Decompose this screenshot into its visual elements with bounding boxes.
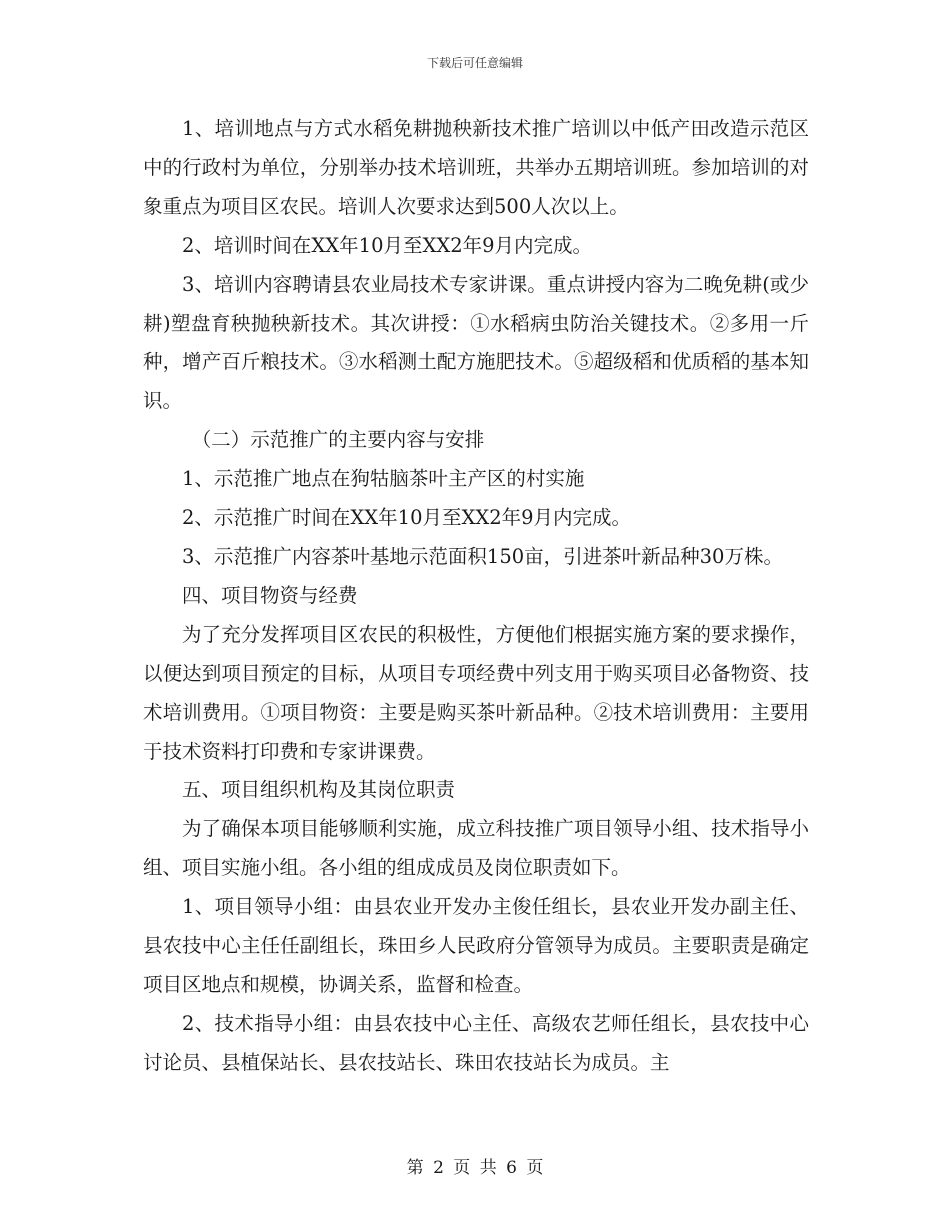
paragraph-leadership-group: 1、项目领导小组：由县农业开发办主俊任组长，县农业开发办副主任、县农技中心主任任副组长，珠田乡人民政府分管领导为成员。主要职责是确定项目区地点和规模，协调关系，监督和检查。 <box>143 895 809 996</box>
section-heading-materials: 四、项目物资与经费 <box>182 583 358 607</box>
paragraph-demo-content: 3、示范推广内容茶叶基地示范面积150亩，引进茶叶新品种30万株。 <box>182 544 783 568</box>
paragraph-technical-group: 2、技术指导小组：由县农技中心主任、高级农艺师任组长，县农技中心讨论员、县植保站长、县农技站长、珠田农技站长为成员。主 <box>143 1011 809 1074</box>
section-heading-demo: （二）示范推广的主要内容与安排 <box>191 428 485 452</box>
paragraph-demo-time: 2、示范推广时间在XX年10月至XX2年9月内完成。 <box>182 506 632 530</box>
paragraph-training-content: 3、培训内容聘请县农业局技术专家讲课。重点讲授内容为二晚免耕(或少耕)塑盘育秧抛秧新技术。其次讲授：①水稻病虫防治关键技术。②多用一斤种，增产百斤粮技术。③水稻测土配方施肥技术。⑤超级稻和优质稻的基本知识。 <box>143 272 809 413</box>
section-heading-organization: 五、项目组织机构及其岗位职责 <box>182 778 456 802</box>
paragraph-demo-location: 1、示范推广地点在狗牯脑茶叶主产区的村实施 <box>182 467 585 491</box>
paragraph-training-time: 2、培训时间在XX年10月至XX2年9月内完成。 <box>182 233 593 257</box>
paragraph-organization-intro: 为了确保本项目能够顺利实施，成立科技推广项目领导小组、技术指导小组、项目实施小组。各小组的组成成员及岗位职责如下。 <box>143 817 809 880</box>
paragraph-materials: 为了充分发挥项目区农民的积极性，方便他们根据实施方案的要求操作，以便达到项目预定的目标，从项目专项经费中列支用于购买项目必备物资、技术培训费用。①项目物资：主要是购买茶叶新品种。②技术培训费用：主要用于技术资料打印费和专家讲课费。 <box>143 622 809 763</box>
document-body <box>143 110 809 1083</box>
page-number-footer: 第 2 页 共 6 页 <box>406 1158 544 1178</box>
paragraph-training-location: 1、培训地点与方式水稻免耕抛秧新技术推广培训以中低产田改造示范区中的行政村为单位，分别举办技术培训班，共举办五期培训班。参加培训的对象重点为项目区农民。培训人次要求达到500人次以上。 <box>143 117 809 218</box>
page-header-note: 下载后可任意编辑 <box>426 56 523 70</box>
